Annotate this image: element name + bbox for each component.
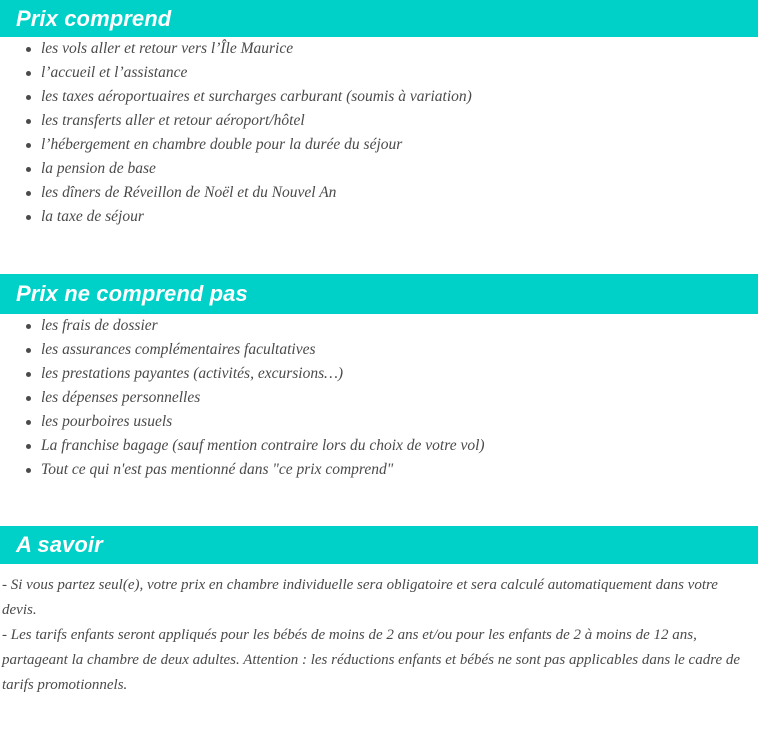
list-item: [0, 362, 758, 386]
bullet-icon: [26, 396, 31, 401]
bullet-icon: [26, 47, 31, 52]
section-header-prix-comprend: [0, 0, 758, 37]
bullet-icon: [26, 119, 31, 124]
list-item-label: les transferts aller et retour aéroport/hôtel: [41, 112, 305, 129]
bullet-icon: [26, 191, 31, 196]
list-item-label: La franchise bagage (sauf mention contraire lors du choix de votre vol): [41, 437, 485, 454]
list-item: [0, 61, 758, 85]
list-item-label: l’accueil et l’assistance: [41, 64, 188, 81]
bullet-icon: [26, 372, 31, 377]
list-item-label: l’hébergement en chambre double pour la durée du séjour: [41, 136, 403, 153]
list-item-label: les dîners de Réveillon de Noël et du Nouvel An: [41, 184, 337, 201]
list-item-label: les vols aller et retour vers l’Île Maurice: [41, 40, 294, 57]
bullet-icon: [26, 324, 31, 329]
section-header-prix-ne-comprend-pas: [0, 274, 758, 314]
bullet-icon: [26, 348, 31, 353]
list-item-label: les prestations payantes (activités, excursions…): [41, 365, 344, 382]
bullet-icon: [26, 444, 31, 449]
bullet-icon: [26, 143, 31, 148]
list-item: [0, 181, 758, 205]
list-item: [0, 434, 758, 458]
list-item-label: la taxe de séjour: [41, 208, 144, 225]
section-spacer: [0, 229, 758, 274]
section-title-prix-ne-comprend-pas: Prix ne comprend pas: [16, 281, 248, 306]
list-item: [0, 314, 758, 338]
list-item: [0, 205, 758, 229]
list-item: [0, 37, 758, 61]
list-item: [0, 85, 758, 109]
list-item-label: la pension de base: [41, 160, 156, 177]
list-item-label: les frais de dossier: [41, 317, 158, 334]
bullet-icon: [26, 71, 31, 76]
excluded-list: [0, 314, 758, 482]
section-title-a-savoir: A savoir: [16, 532, 103, 557]
a-savoir-notes: [0, 564, 758, 698]
list-item-label: les assurances complémentaires facultatives: [41, 341, 316, 358]
list-item: [0, 386, 758, 410]
section-title-prix-comprend: Prix comprend: [16, 5, 172, 31]
section-header-a-savoir: [0, 526, 758, 564]
list-item: [0, 133, 758, 157]
note-paragraph: - Si vous partez seul(e), votre prix en chambre individuelle sera obligatoire et sera calculé automatiquement dans votre devis.: [2, 577, 718, 618]
bullet-icon: [26, 215, 31, 220]
list-item: [0, 410, 758, 434]
bullet-icon: [26, 468, 31, 473]
list-item: [0, 458, 758, 482]
list-item: [0, 109, 758, 133]
bullet-icon: [26, 95, 31, 100]
note-paragraph: - Les tarifs enfants seront appliqués pour les bébés de moins de 2 ans et/ou pour les enfants de 2 à moins de 12 ans, partageant la chambre de deux adultes. Attention : les réductions enfants et bébés ne sont pas applicables dans le cadre de tarifs promotionnels.: [2, 627, 741, 693]
list-item: [0, 157, 758, 181]
list-item-label: les taxes aéroportuaires et surcharges carburant (soumis à variation): [41, 88, 472, 105]
included-list: [0, 37, 758, 229]
bullet-icon: [26, 167, 31, 172]
list-item: [0, 338, 758, 362]
list-item-label: les dépenses personnelles: [41, 389, 201, 406]
bullet-icon: [26, 420, 31, 425]
list-item-label: les pourboires usuels: [41, 413, 173, 430]
section-spacer: [0, 482, 758, 526]
list-item-label: Tout ce qui n'est pas mentionné dans "ce prix comprend": [41, 461, 394, 478]
